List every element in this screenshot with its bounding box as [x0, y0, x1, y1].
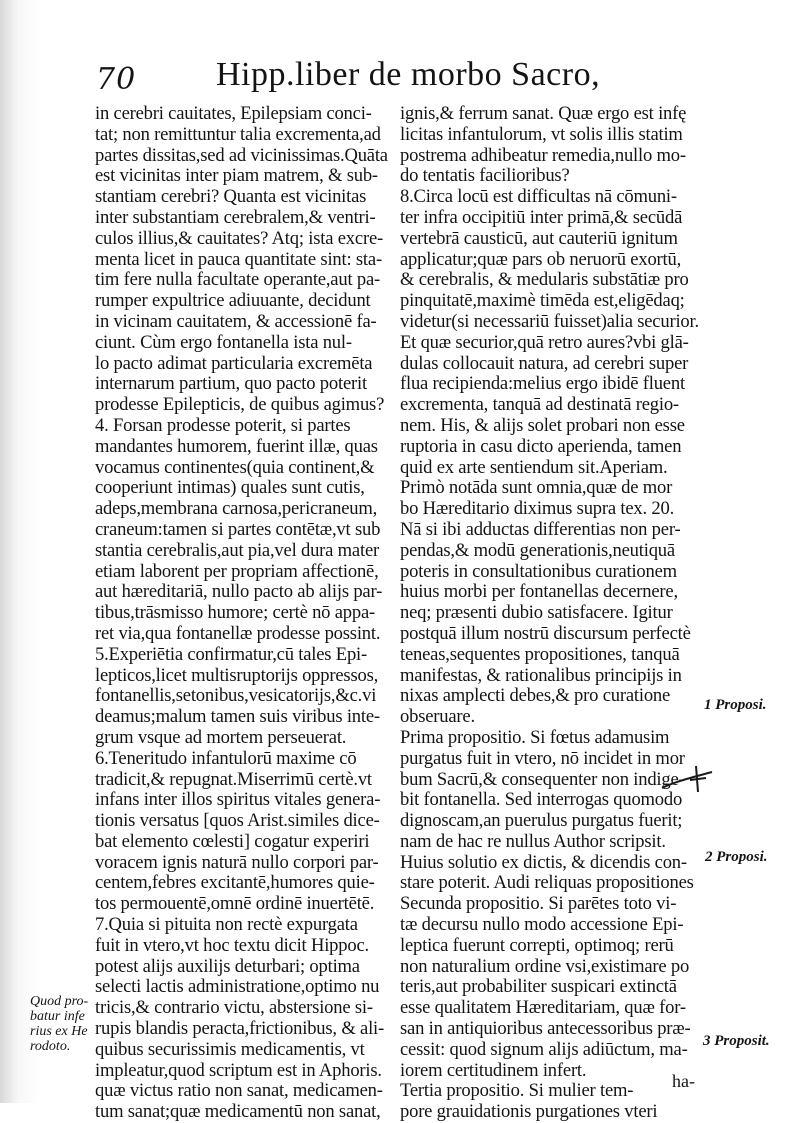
text-line: nixas amplecti debes,& pro curatione	[400, 685, 671, 707]
text-line: voracem ignis naturā nullo corpori par-	[95, 851, 379, 873]
page-number: 70	[96, 62, 137, 97]
text-line: Tertia propositio. Si mulier tem-	[400, 1080, 634, 1102]
text-line: applicatur;quæ pars ob neruorū exortū,	[400, 248, 682, 270]
text-line: grum vsque ad mortem perseuerat.	[95, 726, 347, 748]
text-line: iorem certitudinem infert.	[400, 1059, 587, 1081]
text-line: licitas infantulorum, vt solis illis statim	[400, 123, 683, 145]
text-line: infans inter illos spiritus vitales genera-	[95, 789, 381, 811]
text-line: deamus;malum tamen suis viribus inte-	[95, 706, 380, 728]
text-line: 4. Forsan prodesse poterit, si partes	[95, 414, 351, 436]
text-line: Et quæ securior,quā retro aures?vbi glā-	[400, 331, 689, 353]
text-line: culos illius,& cauitates? Atq; ista excre-	[95, 227, 383, 249]
text-line: vertebrā causticū, aut cauteriū ignitum	[400, 227, 678, 249]
left-text-column	[95, 104, 395, 1123]
text-line: 6.Teneritudo infantulorū maxime cō	[95, 747, 357, 769]
text-line: pore grauidationis purgationes vteri	[400, 1101, 658, 1123]
text-line: Nā si ibi adductas differentias non per-	[400, 518, 681, 540]
text-line: fontanellis,setonibus,vesicatorijs,&c.vi	[95, 685, 377, 707]
text-line: cooperiunt intimas) quales sunt cutis,	[95, 477, 365, 499]
text-line: stare poterit. Audi reliquas propositiones	[400, 872, 694, 894]
text-line: stantiam cerebri? Quanta est vicinitas	[95, 186, 367, 208]
text-line: est vicinitas inter piam matrem, & sub-	[95, 165, 378, 187]
text-line: obseruare.	[400, 706, 475, 728]
text-line: aut hæreditariā, nullo pacto ab alijs par-	[95, 581, 383, 603]
text-line: postquā illum nostrū discursum perfectè	[400, 622, 691, 644]
text-line: tim fere nulla facultate operante,aut pa-	[95, 269, 381, 291]
text-line: impleatur,quod scriptum est in Aphoris.	[95, 1059, 382, 1081]
text-line: leptica fuerunt correpti, optimoq; rerū	[400, 934, 674, 956]
text-line: nem. His, & alijs solet probari non esse	[400, 414, 685, 436]
text-line: lepticos,licet multisruptorijs oppressos,	[95, 664, 379, 686]
text-line: prodesse Epilepticis, de quibus agimus?	[95, 394, 385, 416]
text-line: tat; non remittuntur talia excrementa,ad	[95, 123, 381, 145]
text-line: 8.Circa locū est difficultas nā cōmuni-	[400, 186, 677, 208]
text-line: flua recipienda:melius ergo ibidē fluent	[400, 373, 685, 395]
text-line: quid ex arte sentiendum sit.Aperiam.	[400, 456, 668, 478]
text-line: 7.Quia si pituita non rectè expurgata	[95, 914, 358, 936]
text-line: quæ victus ratio non sanat, medicamen-	[95, 1080, 383, 1102]
text-line: tionis versatus [quos Arist.similes dice-	[95, 810, 380, 832]
text-line: & cerebralis, & medularis substātiæ pro	[400, 269, 689, 291]
text-line: vocamus continentes(quia continent,&	[95, 456, 375, 478]
text-line: ignis,& ferrum sanat. Quæ ergo est infę	[400, 103, 687, 124]
text-line: adeps,membrana carnosa,pericraneum,	[95, 498, 378, 520]
text-line: do tentatis facilioribus?	[400, 165, 570, 187]
text-line: Secunda propositio. Si parētes toto vi-	[400, 893, 677, 915]
text-line: in vicinam cauitatem, & accessionē fa-	[95, 310, 377, 332]
text-line: videtur(si necessariū fuisset)alia securior.	[400, 310, 699, 332]
right-text-column	[400, 104, 712, 1123]
margin-note-line: rodoto.	[30, 1039, 71, 1054]
text-line: inter substantiam cerebralem,& ventri-	[95, 206, 376, 228]
text-line: selecti lactis administratione,optimo nu	[95, 976, 380, 998]
margin-note-left	[30, 994, 88, 1054]
margin-note-line: Quod pro-	[30, 994, 89, 1009]
text-line: san in antiquioribus antecessoribus præ-	[400, 1018, 691, 1040]
text-line: teneas,sequentes propositiones, tanquā	[400, 643, 680, 665]
running-head: Hipp.liber de morbo Sacro,	[216, 56, 601, 93]
margin-note-proposition-3: 3 Proposit.	[703, 1033, 770, 1049]
text-line: potest alijs auxilijs deturbari; optima	[95, 955, 360, 977]
text-line: internarum partium, quo pacto poterit	[95, 373, 367, 395]
text-line: excrementa, tanquā ad destinatā regio-	[400, 394, 679, 416]
text-line: postrema adhibeatur remedia,nullo mo-	[400, 144, 686, 166]
text-line: pinquitatē,maximè timēda est,eligēdaq;	[400, 290, 685, 312]
text-line: Huius solutio ex dictis, & dicendis con-	[400, 851, 687, 873]
margin-note-proposition-2: 2 Proposi.	[705, 849, 768, 865]
text-line: nam de hac re nullus Author scripsit.	[400, 830, 666, 852]
text-line: rupis blandis peracta,frictionibus, & ali-	[95, 1018, 385, 1040]
margin-note-line: rius ex He	[30, 1024, 88, 1039]
text-line: menta licet in pauca quantitate sint: sta-	[95, 248, 382, 270]
handwritten-mark	[660, 760, 720, 800]
text-line: esse qualitatem Hæreditariam, quæ for-	[400, 997, 686, 1019]
text-line: fuit in vtero,vt hoc textu dicit Hippoc.	[95, 934, 369, 956]
text-line: 5.Experiētia confirmatur,cū tales Epi-	[95, 643, 367, 665]
text-line: Primò notāda sunt omnia,quæ de mor	[400, 477, 673, 499]
text-line: etiam laborent per propriam affectionē,	[95, 560, 379, 582]
text-line: bit fontanella. Sed interrogas quomodo	[400, 789, 683, 811]
text-line: dignoscam,an puerulus purgatus fuerit;	[400, 810, 683, 832]
text-line: bo Hæreditario diximus supra tex. 20.	[400, 498, 675, 520]
text-line: dulas collocauit natura, ad cerebri super	[400, 352, 689, 374]
text-line: tæ decursu nullo modo accessione Epi-	[400, 914, 684, 936]
text-line: tos permouentē,omnē ordinē inuertētē.	[95, 893, 375, 915]
text-line: partes dissitas,sed ad vicinissimas.Quāta	[95, 144, 388, 166]
text-line: tum sanat;quæ medicamentū non sanat,	[95, 1101, 381, 1123]
text-line: poteris in consultationibus curationem	[400, 560, 677, 582]
margin-note-proposition-1: 1 Proposi.	[704, 697, 767, 713]
text-line: stantia cerebralis,aut pia,vel dura mater	[95, 539, 379, 561]
text-line: ruptoria in casu dicto aperienda, tamen	[400, 435, 682, 457]
text-line: lo pacto adimat particularia excremēta	[95, 352, 373, 374]
margin-note-line: batur infe	[30, 1009, 85, 1024]
text-line: cessit: quod signum alijs adiūctum, ma-	[400, 1038, 688, 1060]
text-line: neq; præsenti dubio satisfacere. Igitur	[400, 602, 673, 624]
text-line: centem,febres excitantē,humores quie-	[95, 872, 375, 894]
text-line: tradicit,& repugnat.Miserrimū certè.vt	[95, 768, 372, 790]
catchword: ha-	[672, 1071, 695, 1091]
text-line: quibus securissimis medicamentis, vt	[95, 1038, 365, 1060]
text-line: mandantes humorem, fuerint illæ, quas	[95, 435, 378, 457]
text-line: manifestas, & rationalibus principijs in	[400, 664, 682, 686]
text-line: Prima propositio. Si fœtus adamusim	[400, 726, 670, 748]
text-line: bum Sacrū,& consequenter non indige-	[400, 768, 685, 790]
text-line: purgatus fuit in vtero, nō incidet in mor	[400, 747, 685, 769]
text-line: non naturalium ordine vsi,existimare po	[400, 955, 690, 977]
text-line: ter infra occipitiū inter primā,& secūdā	[400, 206, 683, 228]
text-line: craneum:tamen si partes contētæ,vt sub	[95, 518, 381, 540]
text-line: huius morbi per fontanellas decernere,	[400, 581, 678, 603]
text-line: teris,aut probabiliter suspicari extinctā	[400, 976, 677, 998]
text-line: ciunt. Cùm ergo fontanella ista nul-	[95, 331, 352, 353]
text-line: rumper expultrice adiuuante, decidunt	[95, 290, 371, 312]
text-line: ret via,qua fontanellæ prodesse possint.	[95, 622, 381, 644]
text-line: in cerebri cauitates, Epilepsiam conci-	[95, 103, 372, 124]
text-line: pendas,& modū generationis,neutiquā	[400, 539, 675, 561]
text-line: tricis,& contrario victu, abstersione si-	[95, 997, 373, 1019]
text-line: tibus,trāsmisso humore; certè nō appa-	[95, 602, 376, 624]
text-line: bat elemento cœlesti] cogatur experiri	[95, 830, 370, 852]
